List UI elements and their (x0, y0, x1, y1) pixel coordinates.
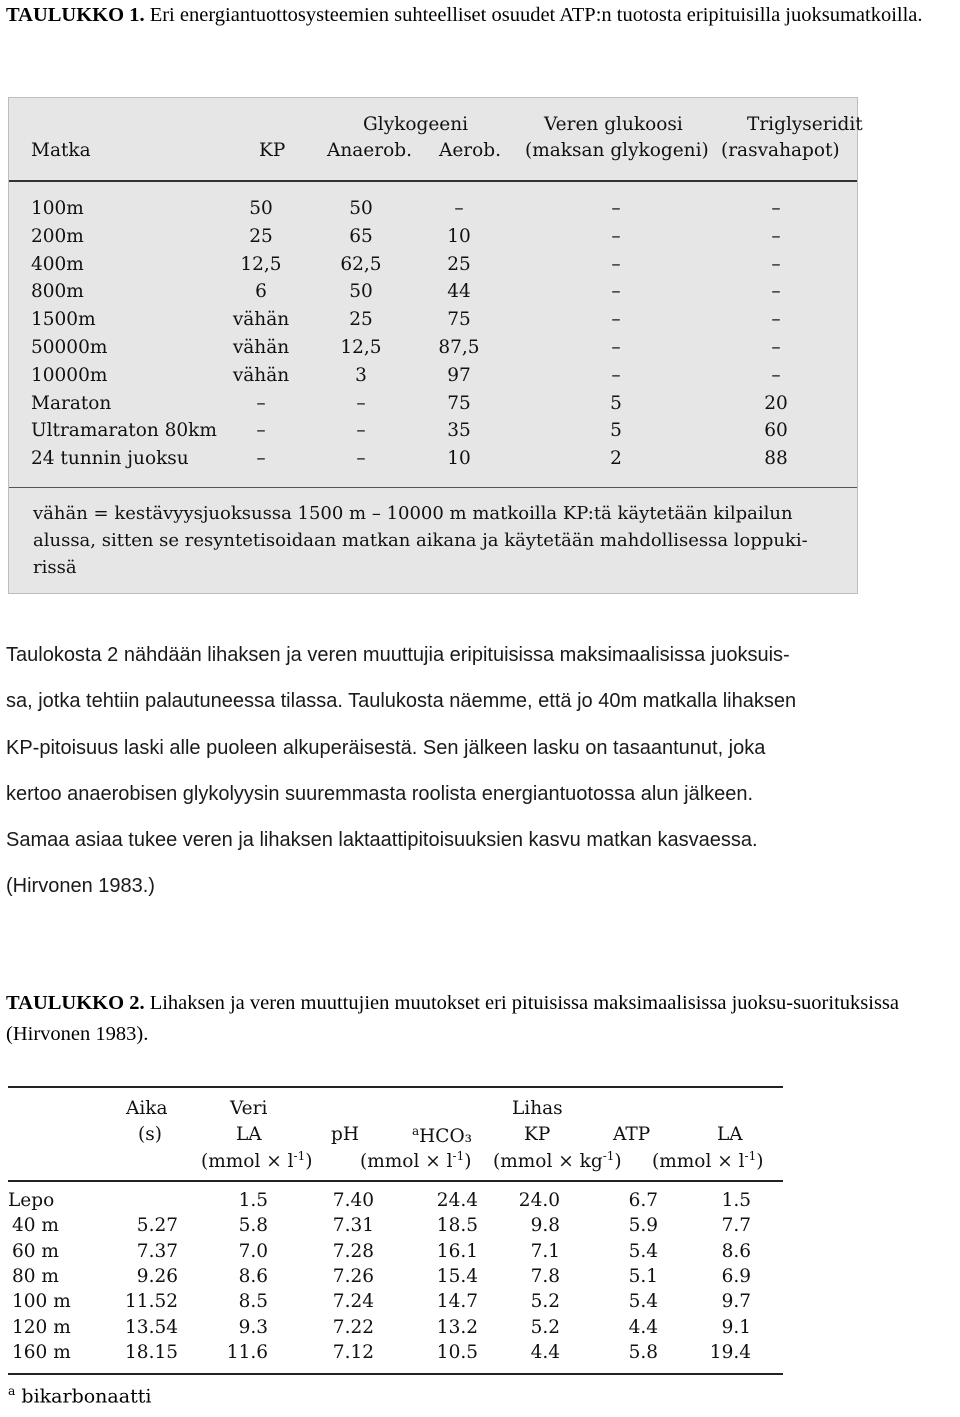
t2-unit-1: (mmol × $l^{-1}$) (201, 1149, 313, 1173)
t1-note (33, 500, 843, 581)
t1-cell: 25 (249, 225, 273, 247)
t2-cell: 6.9 (721, 1265, 751, 1287)
t1-cell: – (356, 420, 366, 442)
t1-cell: – (771, 337, 781, 358)
t2-cell: 5.1 (628, 1265, 658, 1287)
t2-cell: 7.24 (332, 1291, 374, 1313)
t2-unit-2: (mmol × $l^{-1}$) (360, 1149, 472, 1173)
t2-cell: 13.54 (125, 1316, 178, 1338)
t2-cell-matka: 40 m (12, 1215, 59, 1237)
paragraph-line: (Hirvonen 1983.) (6, 875, 155, 898)
t2-cell-matka: Lepo (8, 1190, 55, 1211)
t2-cell: 11.52 (125, 1291, 178, 1313)
t2-cell: 7.12 (332, 1341, 374, 1363)
t2-cell: 7.26 (332, 1265, 374, 1287)
t2-cell: 5.8 (628, 1341, 658, 1363)
t2-unit-3: (mmol × $kg^{-1}$) (493, 1149, 622, 1173)
t2-top-rule (8, 1086, 783, 1088)
t2-cell: 7.0 (238, 1240, 268, 1262)
t1-cell: 10 (447, 448, 471, 470)
t1-cell: 35 (447, 420, 471, 442)
t1-header-rule (9, 180, 857, 182)
t2-cell: 7.37 (136, 1240, 178, 1262)
t1-cell: 3 (355, 364, 367, 386)
t1-cell: 50 (249, 198, 273, 219)
t1-cell: – (356, 392, 366, 414)
t1-cell: 10 (447, 225, 471, 247)
t2-cell: 7.1 (530, 1240, 560, 1262)
t2-unit-4: (mmol × $l^{-1}$) (652, 1149, 764, 1173)
t2-cell: 8.5 (238, 1291, 268, 1313)
t2-header-atp: ATP (613, 1124, 651, 1145)
t2-cell: 10.5 (436, 1341, 478, 1363)
paragraph-line: sa, jotka tehtiin palautuneessa tilassa. Taulukosta näemme, että jo 40m matkalla lihaksen (6, 690, 797, 713)
t1-cell: – (771, 309, 781, 331)
t1-cell: 2 (610, 448, 622, 470)
t2-cell: 9.1 (721, 1316, 751, 1338)
t1-cell: – (771, 225, 781, 247)
t2-cell: 7.28 (332, 1240, 374, 1262)
t1-cell-matka: 1500m (31, 309, 96, 331)
t2-cell: 6.7 (628, 1190, 658, 1211)
t2-cell: 13.2 (436, 1316, 478, 1338)
t2-cell-matka: 120 m (12, 1316, 71, 1338)
t2-header-la: LA (236, 1124, 262, 1145)
t2-cell-matka: 80 m (12, 1265, 59, 1287)
t1-header-maksan: (maksan glykogeni) (525, 140, 709, 161)
t1-cell: – (256, 420, 266, 442)
t1-note-line: vähän = kestävyysjuoksussa 1500 m – 10000 m matkoilla KP:tä käytetään kilpailun (33, 503, 793, 524)
t1-cell: – (454, 198, 464, 219)
t2-cell: 9.3 (238, 1316, 268, 1338)
t1-cell-matka: Ultramaraton 80km (31, 420, 217, 442)
t1-cell: vähän (232, 364, 290, 386)
table1 (8, 97, 863, 594)
t1-cell: 44 (447, 281, 471, 303)
t1-cell: – (611, 225, 621, 247)
t1-cell: – (256, 448, 266, 470)
t1-cell: – (611, 198, 621, 219)
t2-cell: 24.0 (518, 1190, 560, 1211)
t2-cell: 9.7 (721, 1291, 751, 1313)
t1-cell: 75 (447, 309, 471, 331)
t1-cell: 60 (764, 420, 788, 442)
t2-header-veri: Veri (230, 1098, 268, 1119)
t2-cell: 5.2 (530, 1291, 560, 1313)
t2-cell: 18.15 (125, 1341, 178, 1363)
t1-cell: 25 (447, 253, 471, 275)
t2-cell: 9.26 (136, 1265, 178, 1287)
t2-bottom-rule (8, 1373, 783, 1375)
t1-cell: 88 (764, 448, 788, 470)
t1-cell: 5 (610, 392, 622, 414)
t1-cell: 65 (349, 225, 373, 247)
t1-cell: vähän (232, 337, 290, 358)
t2-cell-matka: 160 m (12, 1341, 71, 1363)
t2-cell: 4.4 (628, 1316, 658, 1338)
t2-cell: 5.27 (136, 1215, 178, 1237)
body-paragraph (6, 632, 956, 910)
t1-note-line: alussa, sitten se resyntetisoidaan matkan aikana ja käytetään mahdollisessa loppuki- (33, 530, 808, 551)
t2-header-hco3: $^a$HCO₃ (412, 1124, 473, 1148)
t2-header-aika: Aika (126, 1098, 168, 1119)
t1-note-line: rissä (33, 557, 77, 578)
t2-cell: 18.5 (436, 1215, 478, 1237)
table2-caption-label: TAULUKKO 2. (6, 992, 145, 1014)
t2-cell: 5.2 (530, 1316, 560, 1338)
t1-cell: – (771, 198, 781, 219)
t2-cell-matka: 60 m (12, 1240, 59, 1262)
t2-header-la2: LA (717, 1124, 743, 1145)
table1-caption-label: TAULUKKO 1. (6, 4, 145, 26)
t2-cell: 1.5 (238, 1190, 268, 1211)
t1-cell: 50 (349, 281, 373, 303)
t1-cell: – (611, 253, 621, 275)
paragraph-line: Samaa asiaa tukee veren ja lihaksen laktaattipitoisuuksien kasvu matkan kasvaessa. (6, 829, 758, 852)
t1-header-glykogeeni: Glykogeeni (363, 114, 469, 135)
t1-cell-matka: 200m (31, 225, 84, 247)
t2-cell: 16.1 (436, 1240, 478, 1262)
t2-cell: 7.8 (530, 1265, 560, 1287)
t1-cell-matka: 400m (31, 253, 84, 275)
t1-cell-matka: 24 tunnin juoksu (31, 448, 189, 470)
t1-cell: 87,5 (438, 337, 480, 358)
t1-header-kp: KP (259, 140, 286, 161)
t1-header-matka: Matka (31, 140, 91, 161)
t1-header-veren-glukoosi: Veren glukoosi (544, 114, 683, 135)
t1-cell: 12,5 (240, 253, 282, 275)
t2-cell: 8.6 (721, 1240, 751, 1262)
t1-header-anaerob: Anaerob. (327, 140, 412, 161)
t1-cell: 97 (447, 364, 471, 386)
t1-cell: – (611, 281, 621, 303)
t1-cell: 5 (610, 420, 622, 442)
t2-header-lihas: Lihas (512, 1098, 563, 1119)
t1-cell-matka: 10000m (31, 364, 108, 386)
t2-cell: 14.7 (436, 1291, 478, 1313)
t1-cell: 75 (447, 392, 471, 414)
t2-cell: 9.8 (530, 1215, 560, 1237)
table2-caption-text: Lihaksen ja veren muuttujien muutokset eri pituisissa maksimaalisissa juoksu-suorituksissa (Hirvonen 1983). (6, 992, 899, 1045)
t1-cell: vähän (232, 309, 290, 331)
table2-caption (6, 988, 951, 1050)
paragraph-line: Taulokosta 2 nähdään lihaksen ja veren muuttujia eripituisissa maksimaalisissa juoksuis- (6, 644, 790, 666)
t1-header-rasvahapot: (rasvahapot) (721, 140, 840, 161)
t2-cell: 24.4 (436, 1190, 478, 1211)
t2-cell: 15.4 (436, 1265, 478, 1287)
t1-cell: – (256, 392, 266, 414)
t2-cell: 7.22 (332, 1316, 374, 1338)
t2-cell: 5.8 (238, 1215, 268, 1237)
t1-cell: 50 (349, 198, 373, 219)
table2 (8, 1086, 783, 1376)
t1-cell: – (771, 253, 781, 275)
t2-cell: 8.6 (238, 1265, 268, 1287)
t2-cell: 4.4 (530, 1341, 560, 1363)
t2-cell: 7.31 (332, 1215, 374, 1237)
t1-cell: 12,5 (340, 337, 382, 358)
t2-cell-matka: 100 m (12, 1291, 71, 1313)
t2-cell: 5.4 (628, 1240, 658, 1262)
t2-cell: 7.7 (721, 1215, 751, 1237)
t2-header-ph: pH (331, 1124, 359, 1145)
t2-header-rule (8, 1180, 783, 1182)
t1-cell: – (356, 448, 366, 470)
table2-footnote: $^a$ bikarbonaatti (8, 1384, 152, 1408)
t1-cell-matka: Maraton (31, 392, 112, 414)
t1-cell: – (771, 364, 781, 386)
t1-header-aerob: Aerob. (439, 140, 502, 161)
t1-footer-rule (9, 487, 857, 488)
t2-header-kp: KP (524, 1124, 551, 1145)
t1-cell: – (611, 364, 621, 386)
t1-cell-matka: 50000m (31, 337, 108, 358)
t2-cell: 5.4 (628, 1291, 658, 1313)
t1-cell-matka: 100m (31, 198, 84, 219)
t1-cell: 20 (764, 392, 788, 414)
t1-cell-matka: 800m (31, 281, 84, 303)
t2-cell: 1.5 (721, 1190, 751, 1211)
t2-cell: 19.4 (709, 1341, 751, 1363)
t2-cell: 5.9 (628, 1215, 658, 1237)
table1-caption-text: Eri energiantuottosysteemien suhteelliset osuudet ATP:n tuotosta eripituisilla juoksumatkoilla. (144, 4, 923, 26)
t2-cell: 11.6 (226, 1341, 268, 1363)
t1-cell: 6 (255, 281, 267, 303)
t1-cell: – (611, 337, 621, 358)
t2-cell: 7.40 (332, 1190, 374, 1211)
t2-header-aika-unit: (s) (138, 1124, 162, 1145)
t1-cell: 25 (349, 309, 373, 331)
paragraph-line: kertoo anaerobisen glykolyysin suuremmasta roolista energiantuotossa alun jälkeen. (6, 782, 754, 805)
table1-caption (6, 0, 951, 31)
paragraph-line: KP-pitoisuus laski alle puoleen alkuperäisestä. Sen jälkeen lasku on tasaantunut, joka (6, 736, 766, 759)
t1-cell: 62,5 (340, 253, 382, 275)
t1-cell: – (771, 281, 781, 303)
t1-header-triglyseridit: Triglyseridit (747, 114, 863, 135)
t1-cell: – (611, 309, 621, 331)
